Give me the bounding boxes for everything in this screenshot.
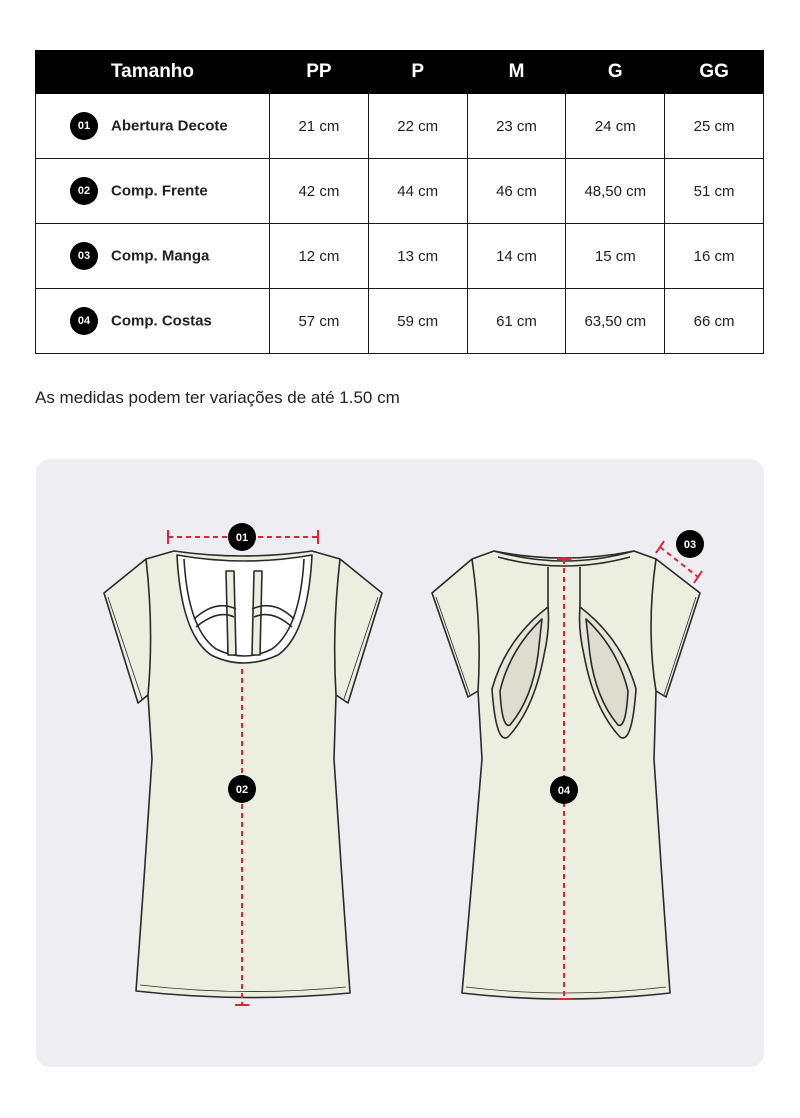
table-cell: 63,50 cm [566, 289, 665, 354]
header-m: M [467, 51, 566, 94]
measure-number-badge: 02 [70, 177, 98, 205]
measure-number-badge: 03 [70, 242, 98, 270]
table-cell: 59 cm [368, 289, 467, 354]
garment-diagram-panel [36, 459, 764, 1067]
table-cell: 15 cm [566, 224, 665, 289]
size-table [35, 50, 764, 354]
measurement-variation-note: As medidas podem ter variações de até 1.50 cm [35, 388, 400, 407]
table-row [36, 224, 764, 289]
measure-number-badge: 04 [70, 307, 98, 335]
header-pp: PP [270, 51, 369, 94]
row-label [36, 224, 270, 289]
table-cell: 66 cm [665, 289, 764, 354]
measure-name: Comp. Frente [111, 182, 208, 200]
marker-03-badge [676, 530, 704, 558]
marker-01-text: 01 [235, 532, 249, 544]
marker-01-badge [228, 523, 256, 551]
table-cell: 51 cm [665, 159, 764, 224]
marker-02-text: 02 [235, 784, 249, 796]
table-row [36, 289, 764, 354]
table-cell: 46 cm [467, 159, 566, 224]
measure-name: Abertura Decote [111, 117, 228, 135]
table-row [36, 159, 764, 224]
table-cell: 16 cm [665, 224, 764, 289]
table-cell: 13 cm [368, 224, 467, 289]
back-strap-left [226, 571, 236, 655]
table-cell: 14 cm [467, 224, 566, 289]
table-cell: 23 cm [467, 94, 566, 159]
table-cell: 24 cm [566, 94, 665, 159]
measure-number-badge: 01 [70, 112, 98, 140]
header-gg: GG [665, 51, 764, 94]
table-header-row [36, 51, 764, 94]
table-cell: 42 cm [270, 159, 369, 224]
header-g: G [566, 51, 665, 94]
row-label [36, 159, 270, 224]
row-label [36, 289, 270, 354]
header-p: P [368, 51, 467, 94]
marker-04-text: 04 [557, 785, 571, 797]
table-cell: 61 cm [467, 289, 566, 354]
table-cell: 48,50 cm [566, 159, 665, 224]
table-cell: 44 cm [368, 159, 467, 224]
header-size: Tamanho [36, 51, 270, 94]
back-garment [432, 551, 700, 999]
table-cell: 25 cm [665, 94, 764, 159]
table-cell: 12 cm [270, 224, 369, 289]
table-cell: 21 cm [270, 94, 369, 159]
back-strap-right [252, 571, 262, 655]
measure-name: Comp. Costas [111, 312, 212, 330]
back-body [432, 551, 700, 999]
table-row [36, 94, 764, 159]
measure-name: Comp. Manga [111, 247, 210, 265]
row-label [36, 94, 270, 159]
marker-03-text: 03 [683, 539, 697, 551]
table-cell: 22 cm [368, 94, 467, 159]
table-cell: 57 cm [270, 289, 369, 354]
marker-04-badge [550, 776, 578, 804]
garment-diagram [36, 459, 764, 1067]
marker-02-badge [228, 775, 256, 803]
